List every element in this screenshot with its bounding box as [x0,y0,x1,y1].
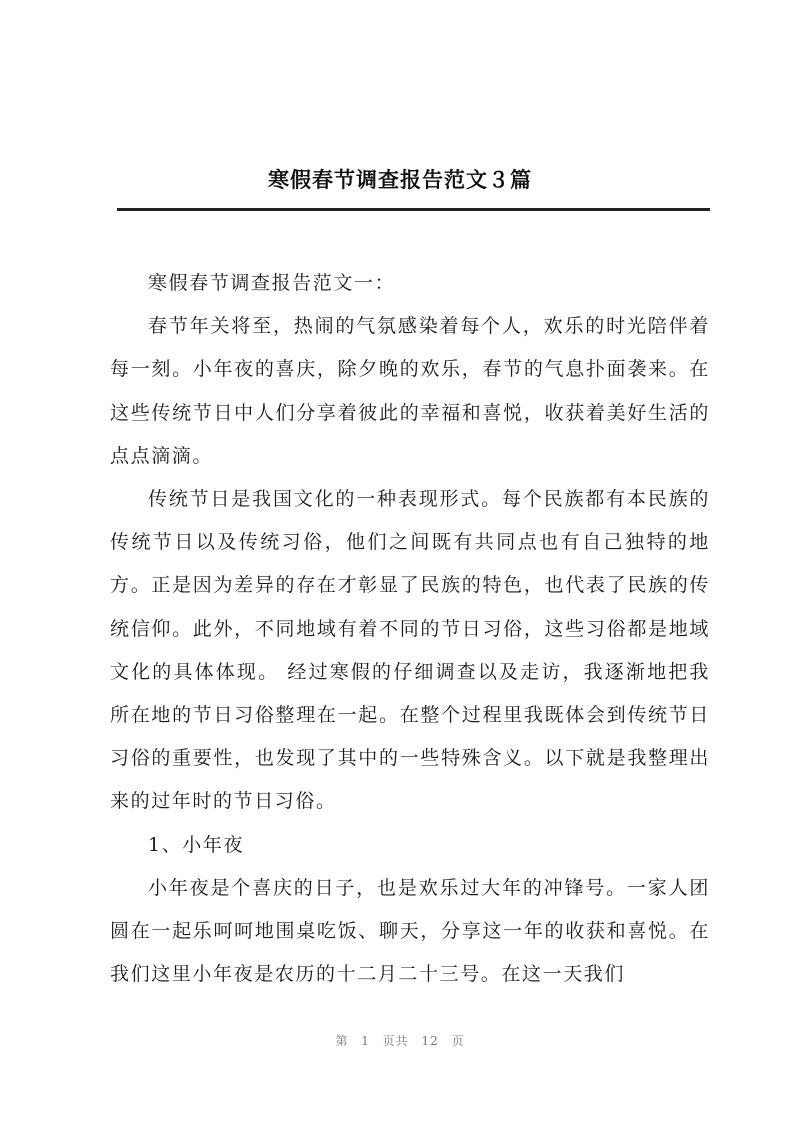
footer-total-pages: 12 [421,1034,439,1048]
document-title: 寒假春节调查报告范文３篇 [268,167,532,192]
paragraph: 传统节日是我国文化的一种表现形式。每个民族都有本民族的传统节日以及传统习俗，他们之间既有共同点也有自己独特的地方。正是因为差异的存在才彰显了民族的特色，也代表了民族的传统信仰。此外，不同地域有着不同的节日习俗，这些习俗都是地域文化的具体体现。 经过寒假的仔细调查以及走访，我逐渐地把我所在地的节日习俗整理在一起。在整个过程里我既体会到传统节日习俗的重要性，也发现了其中的一些特殊含义。以下就是我整理出来的过年时的节日习俗。 [110,488,710,813]
footer-middle: 页共 [382,1034,409,1048]
document-body [110,262,710,996]
footer-prefix: 第 [335,1034,349,1048]
section-heading: 寒假春节调查报告范文一： [148,272,396,294]
paragraph: 小年夜是个喜庆的日子，也是欢乐过大年的冲锋号。一家人团圆在一起乐呵呵地围桌吃饭、聊天，分享这一年的收获和喜悦。在我们这里小年夜是农历的十二月二十三号。在这一天我们 [110,876,710,986]
footer-suffix: 页 [451,1034,465,1048]
title-underline [117,208,710,211]
page-footer [0,1032,800,1049]
paragraph: 春节年关将至，热闹的气氛感染着每个人，欢乐的时光陪伴着每一刻。小年夜的喜庆，除夕晚的欢乐，春节的气息扑面袭来。在这些传统节日中人们分享着彼此的幸福和喜悦，收获着美好生活的点点滴滴。 [110,315,710,467]
footer-current-page: 1 [361,1034,370,1048]
subsection-heading: 1、小年夜 [148,833,245,856]
